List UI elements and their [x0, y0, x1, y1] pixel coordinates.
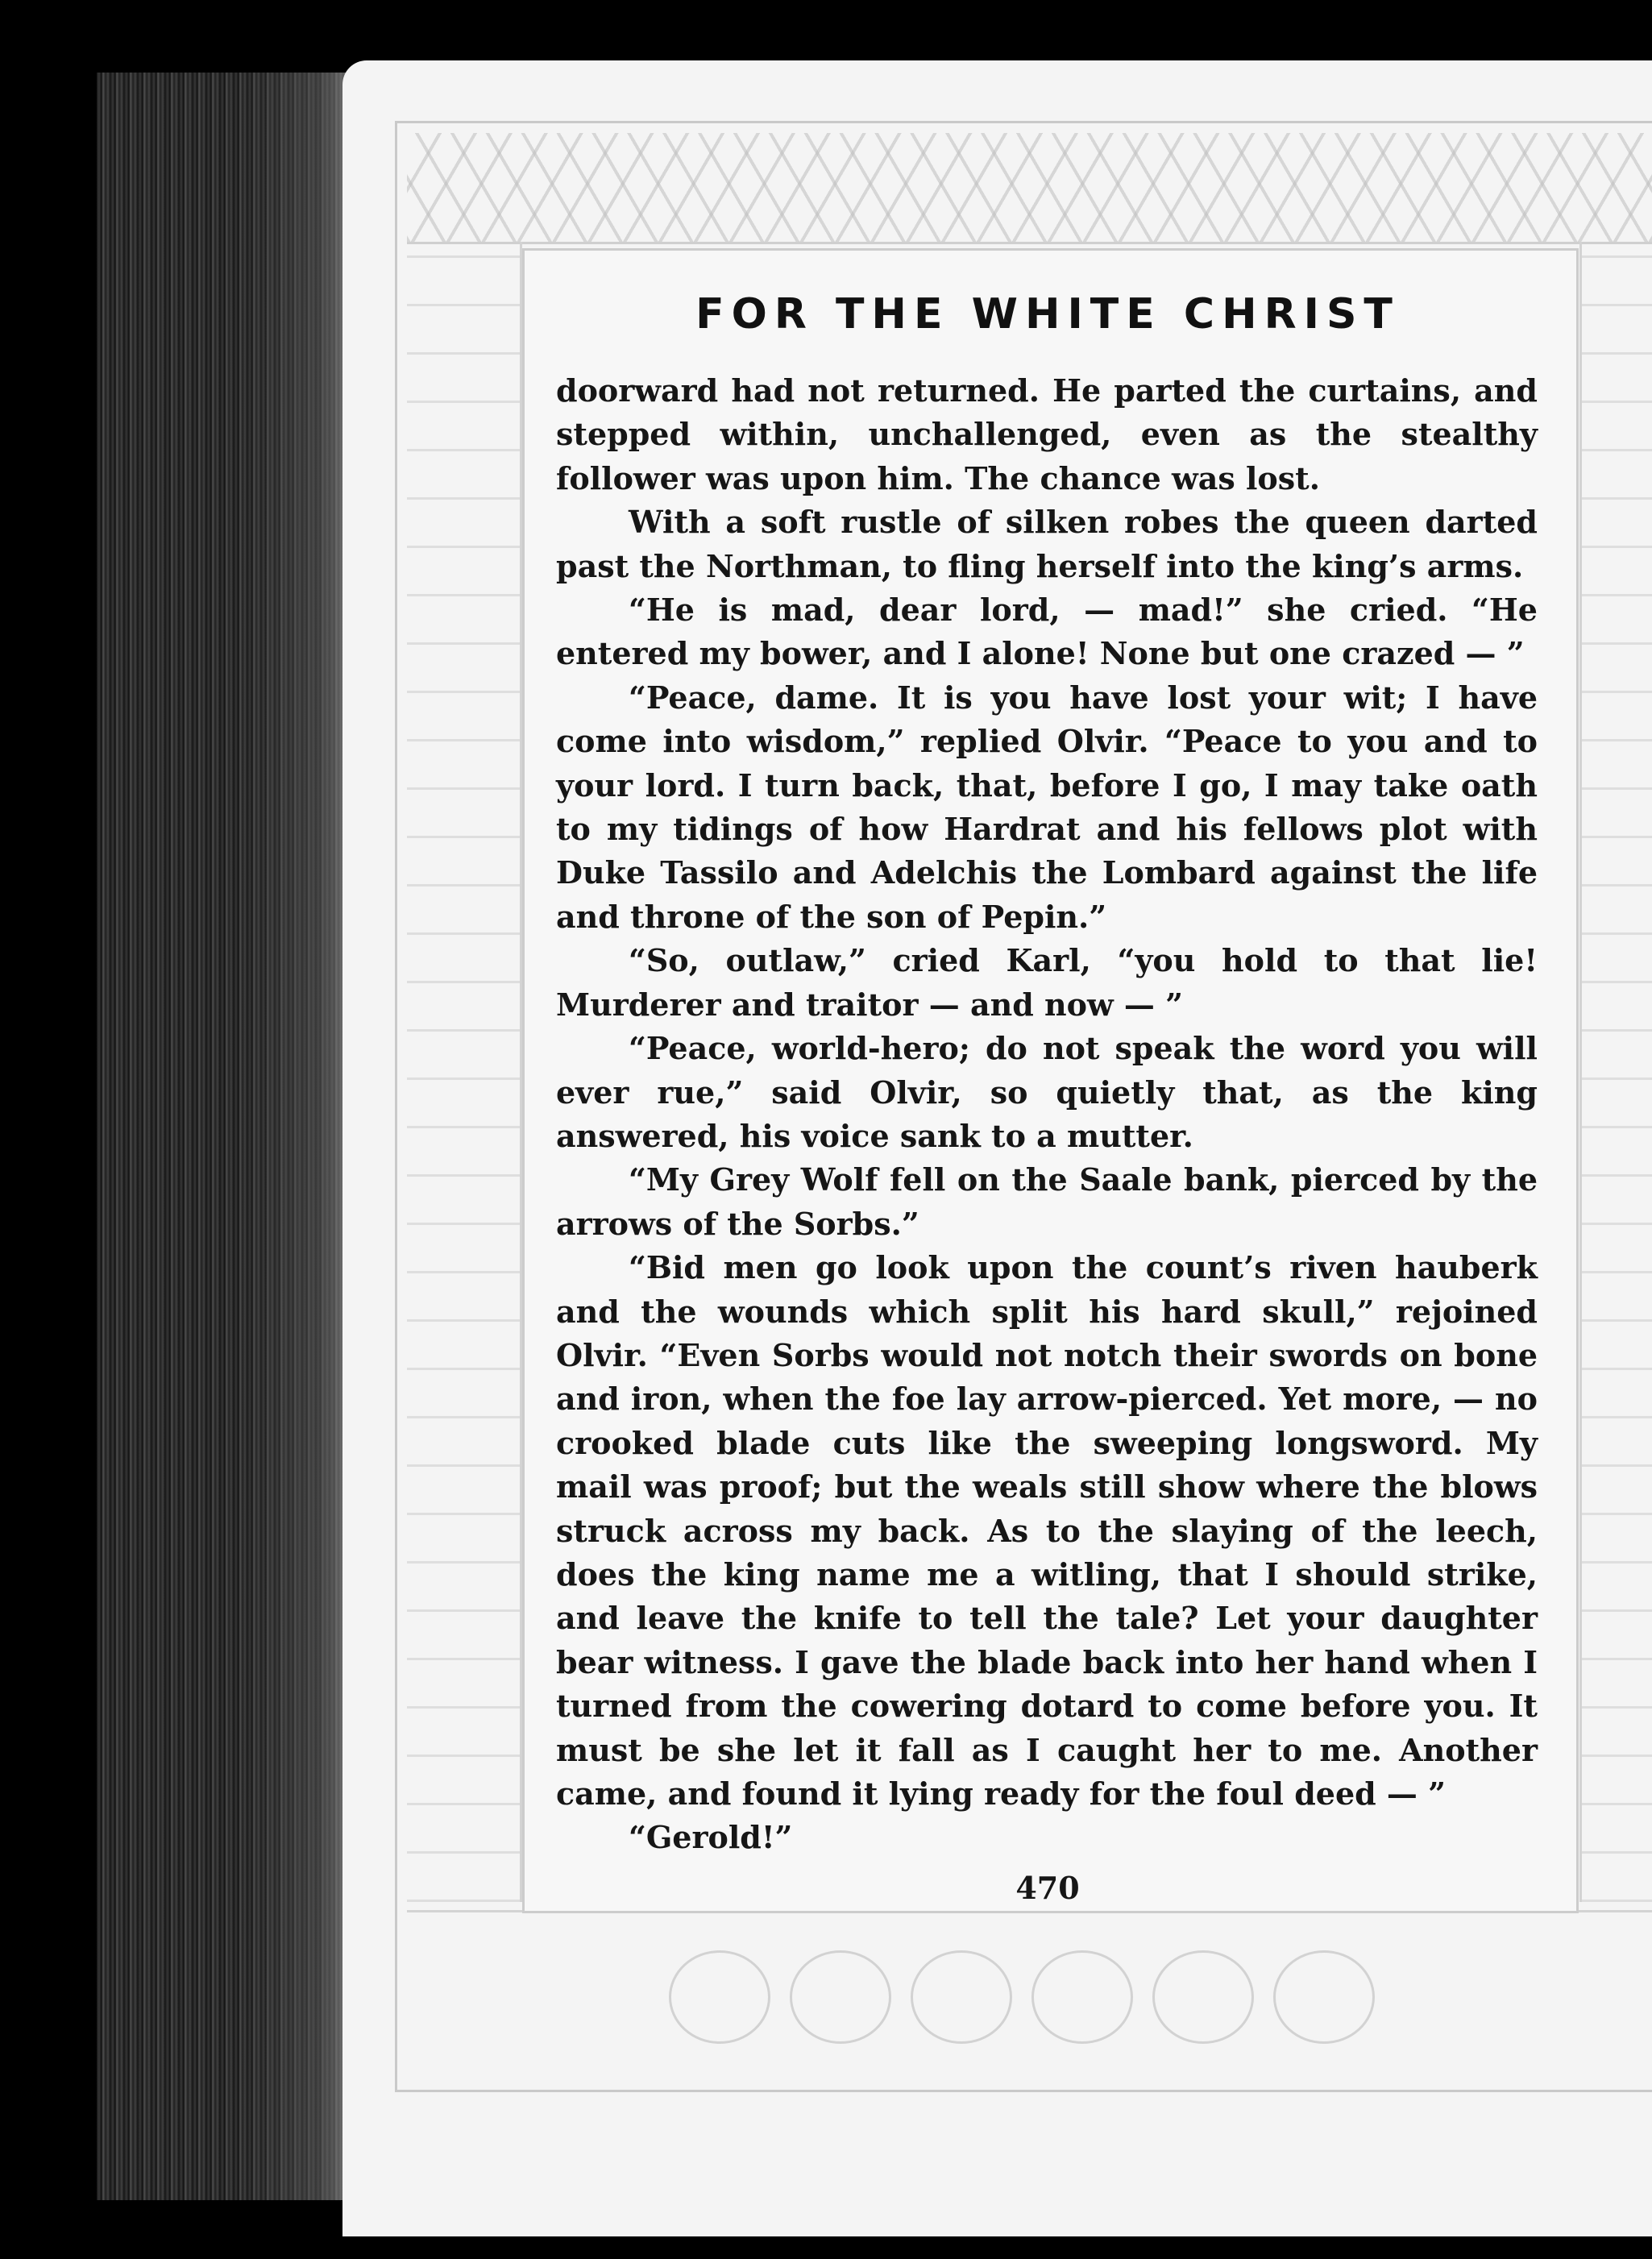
frame-medallion [790, 1950, 891, 2044]
frame-ornament-left [407, 242, 522, 1902]
frame-medallion [1031, 1950, 1133, 2044]
paragraph: “Peace, dame. It is you have lost your wit; I have come into wisdom,” replied Olvir. “Peace to you and to your lord. I turn back, that, before I go, I may take oath to my tidings of how Hardrat and his fellows plot with Duke Tassilo and Adelchis the Lombard against the life and throne of the son of Pepin.” [556, 679, 1538, 935]
paragraph: “Peace, world-hero; do not speak the word you will ever rue,” said Olvir, so quietly that, as the king answered, his voice sank to a mutter. [556, 1030, 1538, 1154]
frame-medallion [669, 1950, 770, 2044]
paragraph: doorward had not returned. He parted the curtains, and stepped within, unchallenged, even as the stealthy follower was upon him. The chance was lost. [556, 372, 1538, 496]
paragraph: “So, outlaw,” cried Karl, “you hold to that lie! Murderer and traitor — and now — ” [556, 942, 1538, 1023]
frame-medallion [911, 1950, 1012, 2044]
page-number: 470 [1015, 1870, 1080, 1906]
running-head: FOR THE WHITE CHRIST [695, 290, 1400, 338]
frame-ornament-bottom [407, 1910, 1652, 2082]
paragraph: “My Grey Wolf fell on the Saale bank, pierced by the arrows of the Sorbs.” [556, 1161, 1538, 1242]
paragraph: With a soft rustle of silken robes the queen darted past the Northman, to fling herself into the king’s arms. [556, 504, 1538, 584]
frame-medallion [1273, 1950, 1375, 2044]
paragraph: “Bid men go look upon the count’s riven hauberk and the wounds which split his hard skull,” rejoined Olvir. “Even Sorbs would not notch their swords on bone and iron, when the foe lay arrow-pierced. Yet more, — no crooked blade cuts like the sweeping longsword. My mail was proof; but the weals still show where the blows struck across my back. As to the slaying of the leech, does the king name me a witling, that I should strike, and leave the knife to tell the tale? Let your daughter bear witness. I gave the blade back into her hand when I turned from the cowering dotard to come before you. It must be she let it fall as I caught her to me. Another came, and found it lying ready for the foul deed — ” [556, 1249, 1538, 1812]
paragraph: “He is mad, dear lord, — mad!” she cried. “He entered my bower, and I alone! None but one crazed — ” [556, 592, 1538, 672]
frame-ornament-right [1579, 242, 1652, 1902]
body-text [556, 369, 1538, 1860]
frame-medallion [1152, 1950, 1254, 2044]
paragraph: “Gerold!” [629, 1819, 793, 1856]
frame-interlace-top [407, 133, 1652, 244]
